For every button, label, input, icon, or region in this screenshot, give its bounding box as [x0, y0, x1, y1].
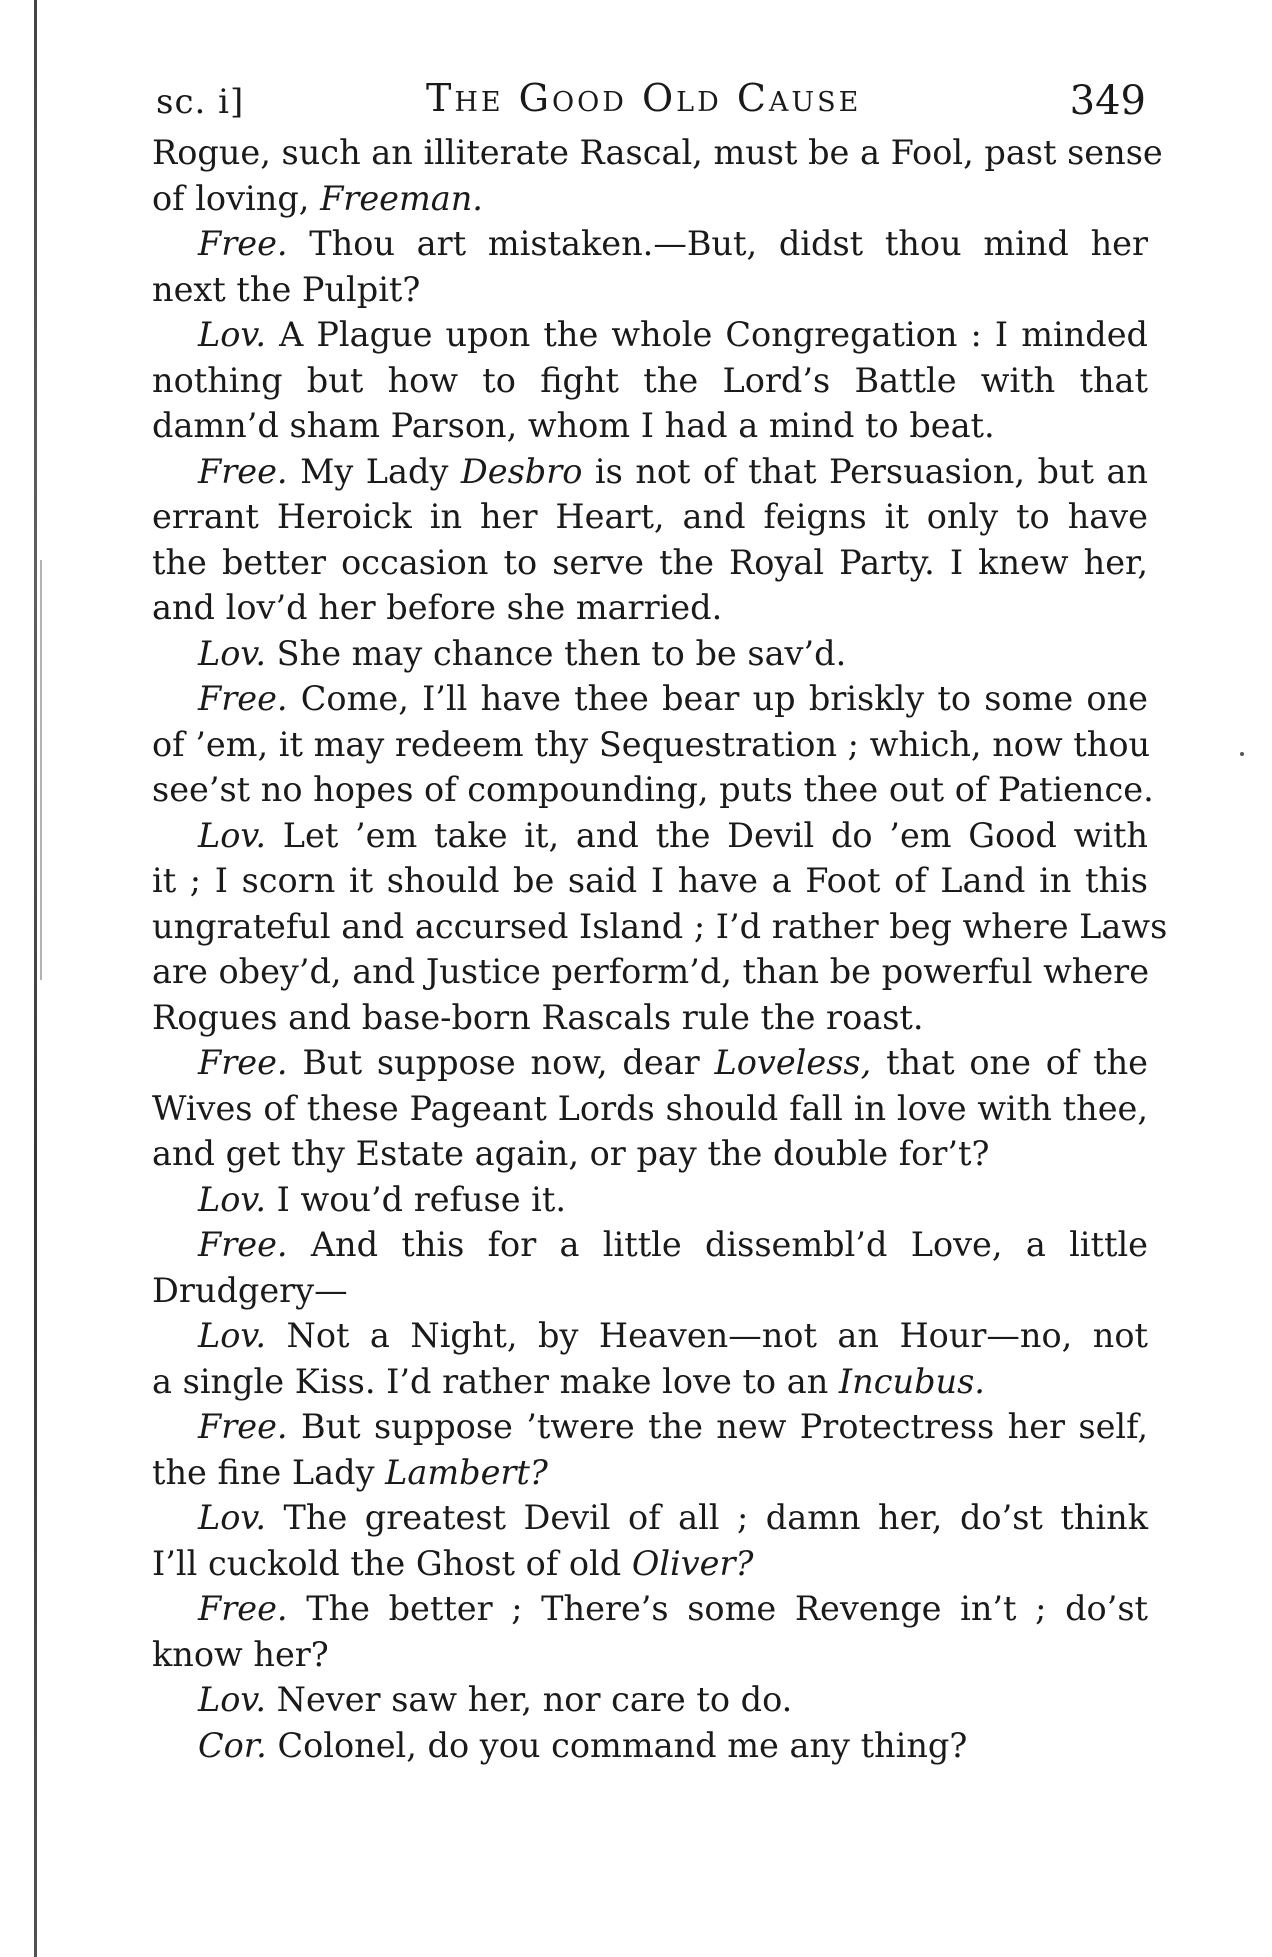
line-text: ungrateful and accursed Island ; I’d rather beg where Laws: [152, 906, 1168, 946]
line-text: Not a Night, by Heaven—not an Hour—no, not: [266, 1316, 1148, 1355]
speaker-name: Cor.: [198, 1725, 267, 1765]
speech-line: [152, 1404, 1148, 1450]
text-line: [152, 358, 1148, 404]
line-text: of loving,: [152, 178, 321, 218]
page-speck: [1240, 752, 1244, 756]
speaker-name: Lov.: [198, 1316, 267, 1355]
speech-line: [152, 676, 1148, 722]
running-title: The Good Old Cause: [426, 76, 862, 120]
speaker-name: Free.: [198, 1589, 288, 1628]
text-line: [152, 1359, 1148, 1405]
line-text: But suppose now, dear: [287, 1043, 715, 1082]
scene-marker: sc. i]: [156, 82, 245, 122]
speech-line: [152, 1723, 1148, 1769]
line-text: next the Pulpit?: [152, 269, 421, 309]
line-text: The greatest Devil of all ; damn her, do’st think: [266, 1498, 1148, 1537]
line-text: Let ’em take it, and the Devil do ’em Good with: [266, 815, 1148, 855]
text-line: [152, 858, 1148, 904]
speech-line: [152, 1313, 1148, 1359]
speech-line: [152, 1677, 1148, 1723]
speech-line: [152, 312, 1148, 358]
line-text: see’st no hopes of compounding, puts thee out of Patience.: [152, 770, 1154, 809]
text-line: [152, 1541, 1148, 1587]
speaker-name: Free.: [198, 1043, 288, 1082]
text-line: [152, 1450, 1148, 1496]
text-line: [152, 1131, 1148, 1177]
speech-line: [152, 1495, 1148, 1541]
line-text: But suppose ’twere the new Protectress her self,: [287, 1407, 1148, 1446]
line-text: is not of that Persuasion, but an: [582, 451, 1149, 491]
line-text: and get thy Estate again, or pay the double for’t?: [152, 1134, 990, 1173]
speaker-name: Lov.: [198, 315, 267, 354]
line-text: Never saw her, nor care to do.: [266, 1680, 793, 1719]
speech-line: [152, 1222, 1148, 1268]
speech-line: [152, 813, 1148, 859]
text-line: [152, 1632, 1148, 1678]
speaker-name: Free.: [198, 451, 288, 491]
page-number: 349: [1069, 78, 1146, 124]
text-line: [152, 176, 1148, 222]
speech-line: [152, 449, 1148, 495]
text-line: [152, 494, 1148, 540]
speaker-name: Lov.: [198, 1498, 267, 1537]
speech-line: [152, 1586, 1148, 1632]
line-text: that one of the: [871, 1043, 1148, 1082]
line-text: Come, I’ll have thee bear up briskly to some one: [287, 679, 1148, 718]
line-text: nothing but how to fight the Lord’s Battle with that: [152, 360, 1148, 400]
line-text: The better ; There’s some Revenge in’t ; do’st: [287, 1589, 1148, 1628]
italic-text: Loveless,: [714, 1043, 872, 1082]
line-text: errant Heroick in her Heart, and feigns it only to have: [152, 497, 1148, 536]
speech-line: [152, 631, 1148, 677]
line-text: know her?: [152, 1634, 329, 1674]
line-text: are obey’d, and Justice perform’d, than be powerful where: [152, 952, 1150, 991]
line-text: I wou’d refuse it.: [266, 1179, 567, 1219]
text-line: [152, 1086, 1148, 1132]
speaker-name: Free.: [198, 224, 288, 263]
running-header: [156, 74, 1146, 130]
line-text: the better occasion to serve the Royal Party. I knew her,: [152, 542, 1148, 582]
italic-text: Freeman.: [320, 178, 483, 218]
text-line: [152, 1268, 1148, 1314]
speaker-name: Lov.: [198, 815, 267, 855]
line-text: of ’em, it may redeem thy Sequestration ; which, now thou: [152, 724, 1151, 764]
line-text: A Plague upon the whole Congregation : I minded: [266, 315, 1148, 354]
line-text: Colonel, do you command me any thing?: [266, 1725, 968, 1765]
text-line: [152, 403, 1148, 449]
speaker-name: Lov.: [198, 1179, 267, 1219]
italic-text: Lambert?: [385, 1452, 548, 1492]
speaker-name: Free.: [198, 1407, 288, 1446]
speech-line: [152, 1177, 1148, 1223]
line-text: And this for a little dissembl’d Love, a little: [287, 1225, 1148, 1264]
line-text: the fine Lady: [152, 1452, 386, 1492]
speech-line: [152, 221, 1148, 267]
text-line: [152, 540, 1148, 586]
speaker-name: Lov.: [198, 633, 267, 673]
line-text: My Lady: [287, 451, 461, 491]
line-text: and lov’d her before she married.: [152, 588, 723, 627]
line-text: Wives of these Pageant Lords should fall in love with thee,: [152, 1088, 1148, 1128]
text-line: [152, 585, 1148, 631]
speech-line: [152, 1040, 1148, 1086]
italic-text: Oliver?: [631, 1543, 754, 1583]
line-text: Rogues and base-born Rascals rule the roast.: [152, 997, 924, 1037]
text-line: [152, 267, 1148, 313]
text-line: [152, 130, 1163, 176]
italic-text: Incubus.: [838, 1361, 985, 1401]
text-line: [152, 904, 1168, 950]
text-line: [152, 722, 1151, 768]
text-line: [152, 949, 1148, 995]
speaker-name: Lov.: [198, 1680, 267, 1719]
line-text: it ; I scorn it should be said I have a Foot of Land in this: [152, 861, 1148, 900]
book-spine-shadow: [40, 560, 42, 980]
dialogue-text: [152, 130, 1168, 1768]
line-text: Rogue, such an illiterate Rascal, must be a Fool, past sense: [152, 133, 1163, 172]
line-text: She may chance then to be sav’d.: [266, 633, 847, 673]
italic-text: Desbro: [460, 451, 583, 491]
speaker-name: Free.: [198, 679, 288, 718]
line-text: Drudgery—: [152, 1270, 348, 1310]
line-text: a single Kiss. I’d rather make love to an: [152, 1361, 839, 1401]
line-text: I’ll cuckold the Ghost of old: [152, 1543, 632, 1583]
line-text: damn’d sham Parson, whom I had a mind to beat.: [152, 406, 995, 445]
text-line: [152, 767, 1154, 813]
line-text: Thou art mistaken.—But, didst thou mind her: [287, 224, 1148, 263]
speaker-name: Free.: [198, 1225, 288, 1264]
text-line: [152, 995, 1148, 1041]
book-spine-edge: [34, 0, 37, 1957]
